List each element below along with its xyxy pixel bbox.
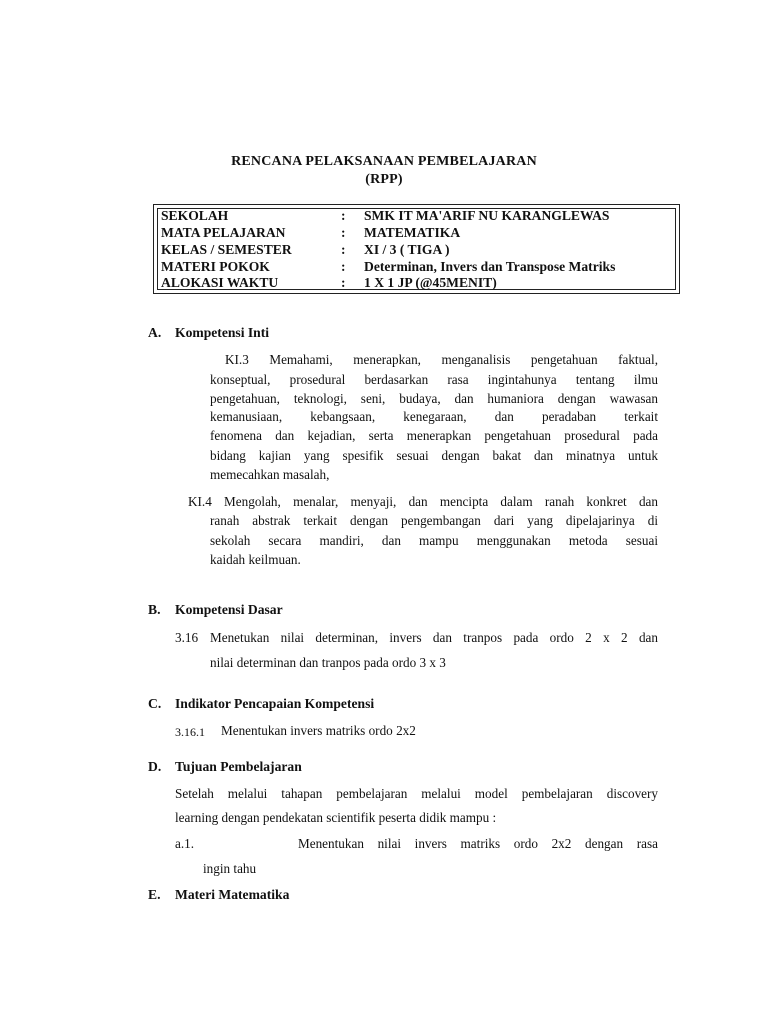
ki4-line: ranah abstrak terkait dengan pengembangan dari yang dipelajarinya di [210,513,658,528]
identity-value: Determinan, Invers dan Transpose Matriks [364,259,616,274]
identity-colon: : [341,225,346,240]
identity-colon: : [341,208,346,223]
section-b-letter: B. [148,602,161,617]
identity-value: SMK IT MA'ARIF NU KARANGLEWAS [364,208,610,223]
indicator-number: 3.16.1 [175,725,205,739]
identity-colon: : [341,242,346,257]
ki3-line: kemanusiaan, kebangsaan, kenegaraan, dan peradaban terkait [210,409,658,424]
section-b-title: Kompetensi Dasar [175,602,283,617]
goal-item-line: ingin tahu [203,861,257,876]
identity-value: MATEMATIKA [364,225,461,240]
section-c-letter: C. [148,696,162,711]
identity-key: MATERI POKOK [161,259,270,274]
kd-text-line: nilai determinan dan tranpos pada ordo 3 x 3 [210,655,446,670]
identity-key: ALOKASI WAKTU [161,275,279,290]
section-a-letter: A. [148,325,162,340]
ki3-line: pengetahuan, teknologi, seni, budaya, dan humaniora dengan wawasan [210,391,658,406]
document-subtitle: (RPP) [365,172,403,187]
ki3-line: KI.3 Memahami, menerapkan, menganalisis pengetahuan faktual, [225,352,658,367]
ki3-line: konseptual, prosedural berdasarkan rasa ingintahunya tentang ilmu [210,372,658,387]
section-c-title: Indikator Pencapaian Kompetensi [175,696,375,711]
identity-key: KELAS / SEMESTER [161,242,292,257]
identity-key: SEKOLAH [161,208,229,223]
identity-key: MATA PELAJARAN [161,225,286,240]
goal-item-line: Menentukan nilai invers matriks ordo 2x2 dengan rasa [298,836,658,851]
document-title: RENCANA PELAKSANAAN PEMBELAJARAN [231,154,537,169]
ki4-line: sekolah secara mandiri, dan mampu menggunakan metoda sesuai [210,533,658,548]
section-d-letter: D. [148,759,162,774]
identity-value: XI / 3 ( TIGA ) [364,242,450,257]
kd-text-line: Menetukan nilai determinan, invers dan tranpos pada ordo 2 x 2 dan [210,630,658,645]
kd-number: 3.16 [175,630,199,645]
section-e-title: Materi Matematika [175,887,290,902]
ki3-line: bidang kajian yang spesifik sesuai dengan bakat dan minatnya untuk [210,448,658,463]
identity-colon: : [341,259,346,274]
identity-table [153,204,680,294]
section-a-title: Kompetensi Inti [175,325,270,340]
goal-intro-line: Setelah melalui tahapan pembelajaran melalui model pembelajaran discovery [175,786,658,801]
identity-value: 1 X 1 JP (@45MENIT) [364,275,497,290]
goal-intro-line: learning dengan pendekatan scientifik peserta didik mampu : [175,810,497,825]
ki3-line: memecahkan masalah, [210,467,330,482]
ki3-line: fenomena dan kejadian, serta menerapkan pengetahuan prosedural pada [210,428,658,443]
goal-item-label: a.1. [175,836,195,851]
ki4-line: kaidah keilmuan. [210,552,301,567]
section-d-title: Tujuan Pembelajaran [175,759,302,774]
indicator-text: Menentukan invers matriks ordo 2x2 [221,723,416,738]
identity-colon: : [341,275,346,290]
ki4-line: KI.4 Mengolah, menalar, menyaji, dan mencipta dalam ranah konkret dan [188,494,658,509]
section-e-letter: E. [148,887,161,902]
